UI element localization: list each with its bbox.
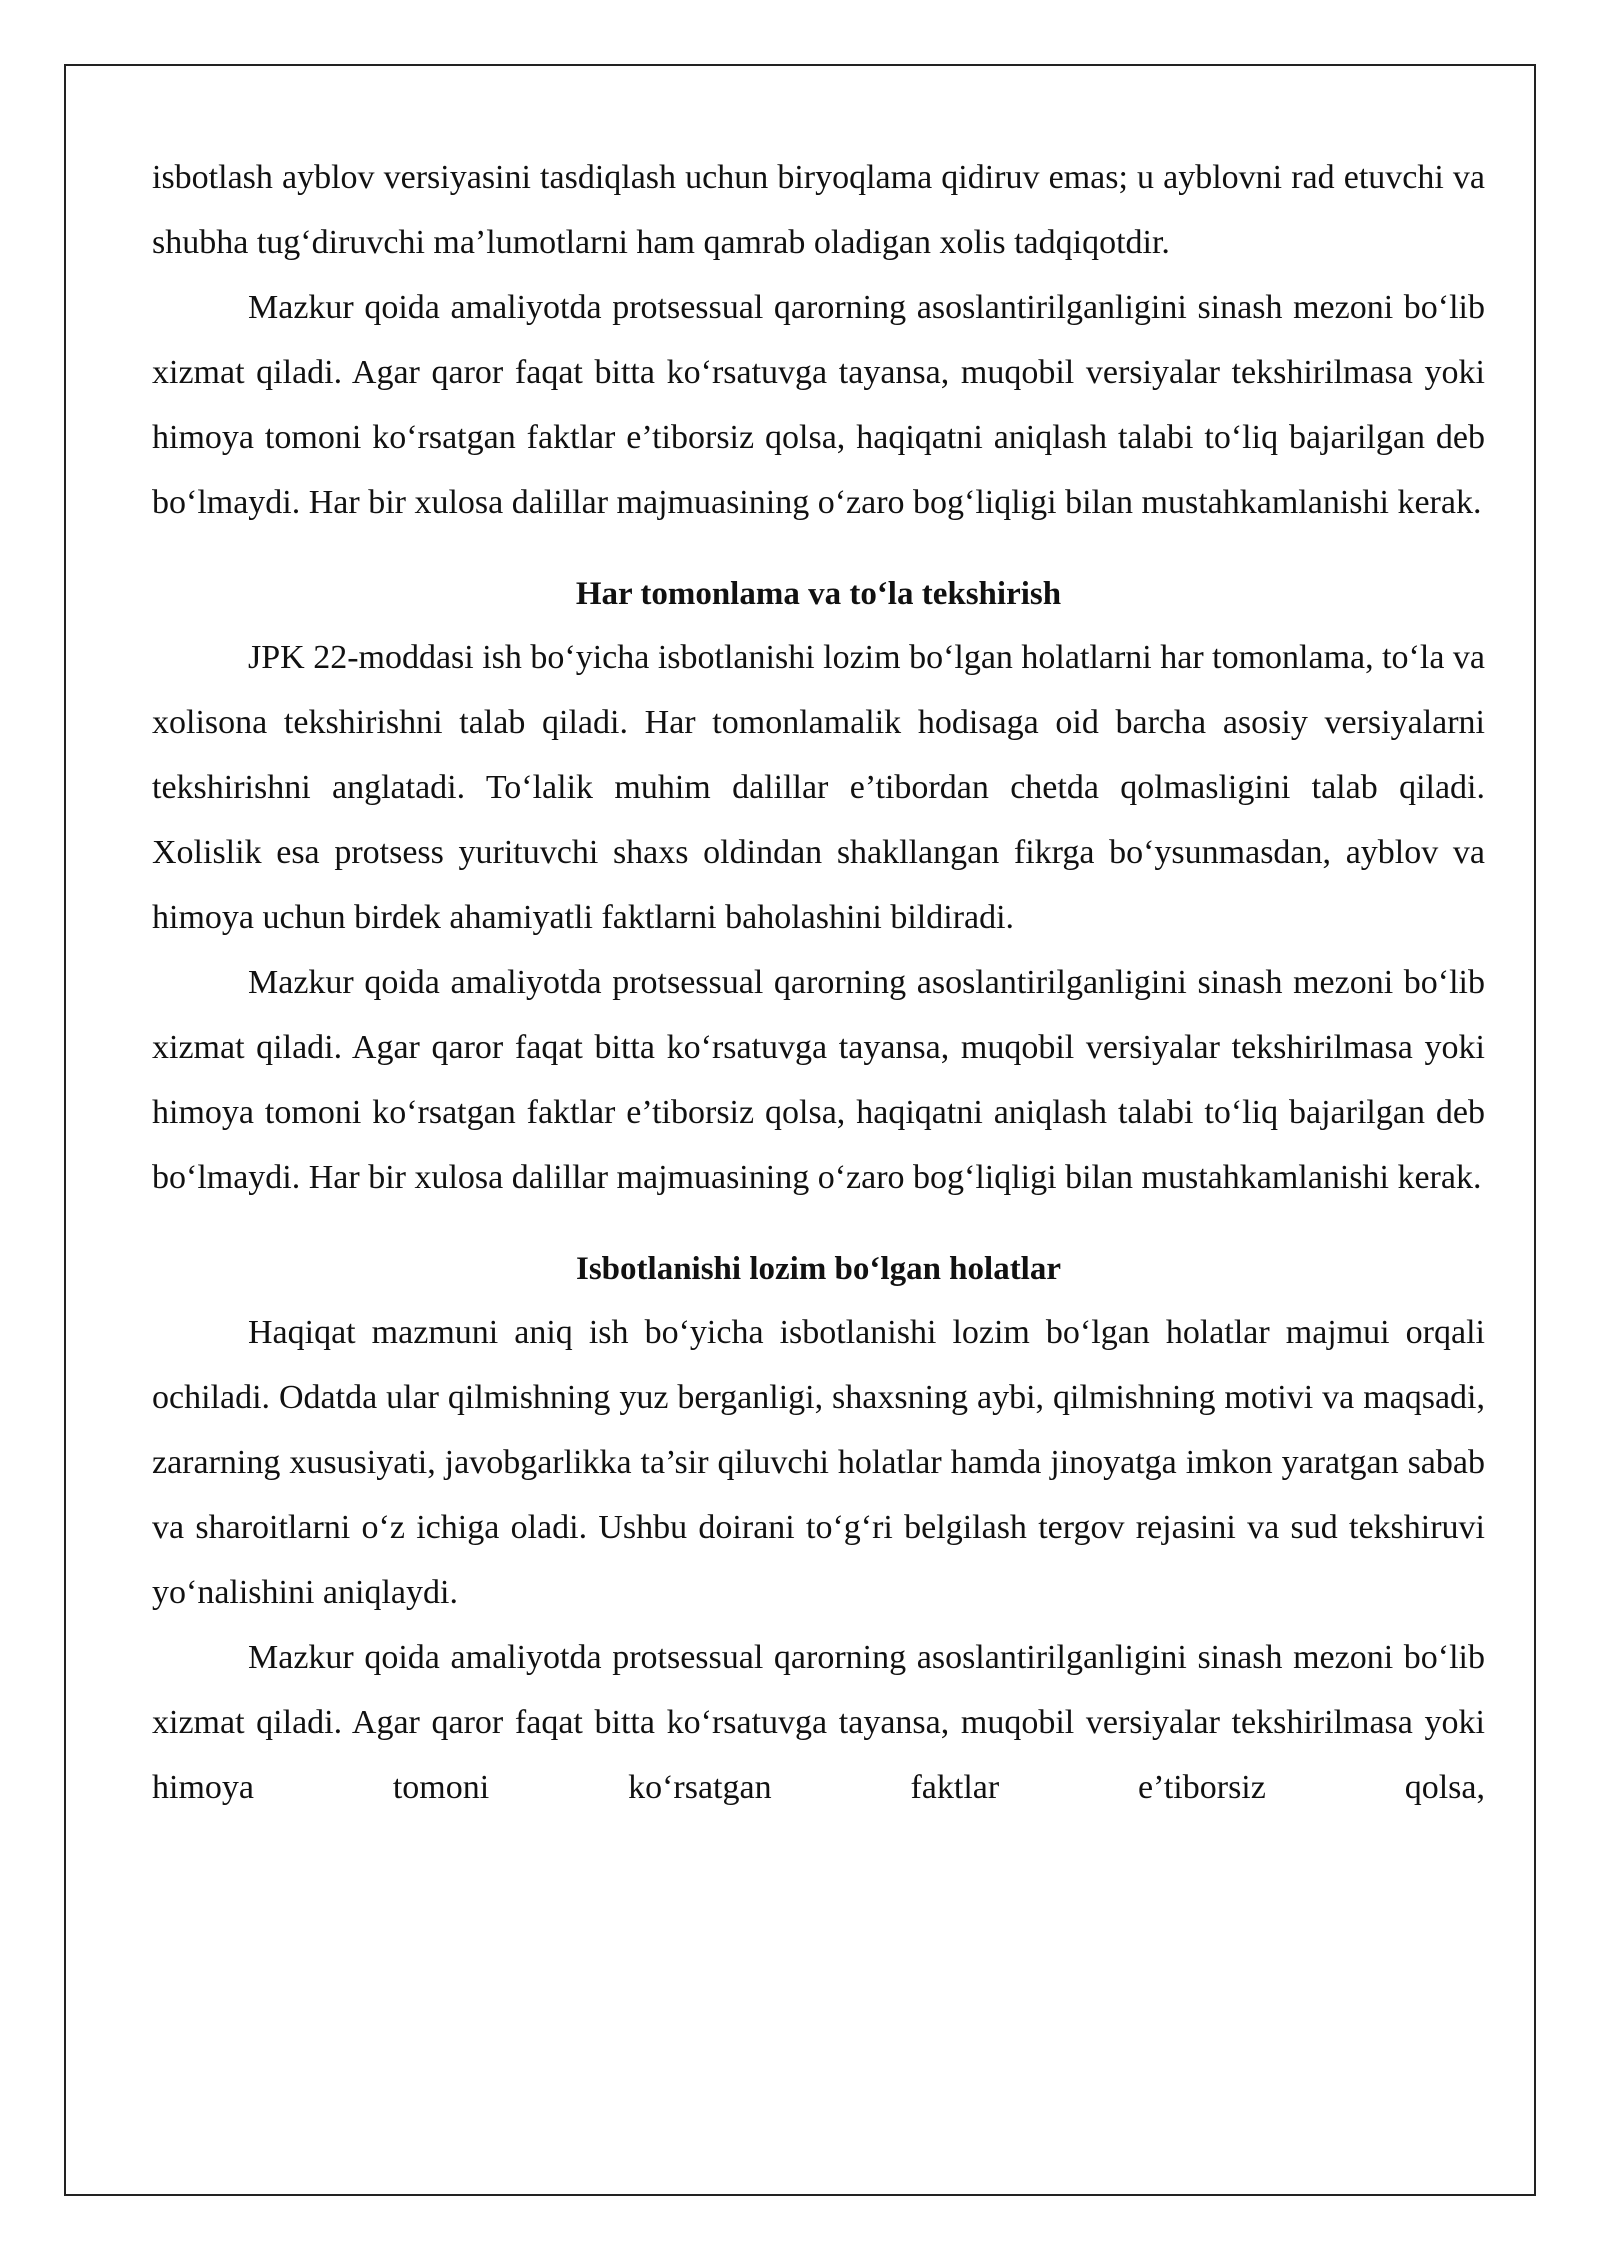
section-heading-comprehensive-examination: Har tomonlama va to‘la tekshirish [575,576,1062,612]
section-heading-circumstances-to-prove: Isbotlanishi lozim bo‘lgan holatlar [576,1251,1061,1287]
paragraph-continuation: isbotlash ayblov versiyasini tasdiqlash uchun biryoqlama qidiruv emas; u ayblovni rad etuvchi va shubha tug‘diruvchi ma’lumotlarni ham qamrab oladigan xolis tadqiqotdir. [152,159,1485,261]
paragraph: Haqiqat mazmuni aniq ish bo‘yicha isbotlanishi lozim bo‘lgan holatlar majmui orqali ochiladi. Odatda ular qilmishning yuz berganligi, shaxsning aybi, qilmishning motivi va maqsadi, zararning xususiyati, javobgarlikka ta’sir qiluvchi holatlar hamda jinoyatga imkon yaratgan sabab va sharoitlarni o‘z ichiga oladi. Ushbu doirani to‘g‘ri belgilash tergov rejasini va sud tekshiruvi yo‘nalishini aniqlaydi. [152,1314,1485,1611]
document-body [152,145,1485,1820]
paragraph-truncated: Mazkur qoida amaliyotda protsessual qarorning asoslantirilganligini sinash mezoni bo‘lib xizmat qiladi. Agar qaror faqat bitta ko‘rsatuvga tayansa, muqobil versiyalar tekshirilmasa yoki himoya tomoni ko‘rsatgan faktlar e’tiborsiz qolsa, [152,1639,1485,1806]
paragraph: Mazkur qoida amaliyotda protsessual qarorning asoslantirilganligini sinash mezoni bo‘lib xizmat qiladi. Agar qaror faqat bitta ko‘rsatuvga tayansa, muqobil versiyalar tekshirilmasa yoki himoya tomoni ko‘rsatgan faktlar e’tiborsiz qolsa, haqiqatni aniqlash talabi to‘liq bajarilgan deb bo‘lmaydi. Har bir xulosa dalillar majmuasining o‘zaro bog‘liqligi bilan mustahkamlanishi kerak. [152,964,1485,1196]
paragraph: JPK 22-moddasi ish bo‘yicha isbotlanishi lozim bo‘lgan holatlarni har tomonlama, to‘la va xolisona tekshirishni talab qiladi. Har tomonlamalik hodisaga oid barcha asosiy versiyalarni tekshirishni anglatadi. To‘lalik muhim dalillar e’tibordan chetda qolmasligini talab qiladi. Xolislik esa protsess yurituvchi shaxs oldindan shakllangan fikrga bo‘ysunmasdan, ayblov va himoya uchun birdek ahamiyatli faktlarni baholashini bildiradi. [152,639,1485,936]
paragraph: Mazkur qoida amaliyotda protsessual qarorning asoslantirilganligini sinash mezoni bo‘lib xizmat qiladi. Agar qaror faqat bitta ko‘rsatuvga tayansa, muqobil versiyalar tekshirilmasa yoki himoya tomoni ko‘rsatgan faktlar e’tiborsiz qolsa, haqiqatni aniqlash talabi to‘liq bajarilgan deb bo‘lmaydi. Har bir xulosa dalillar majmuasining o‘zaro bog‘liqligi bilan mustahkamlanishi kerak. [152,289,1485,521]
